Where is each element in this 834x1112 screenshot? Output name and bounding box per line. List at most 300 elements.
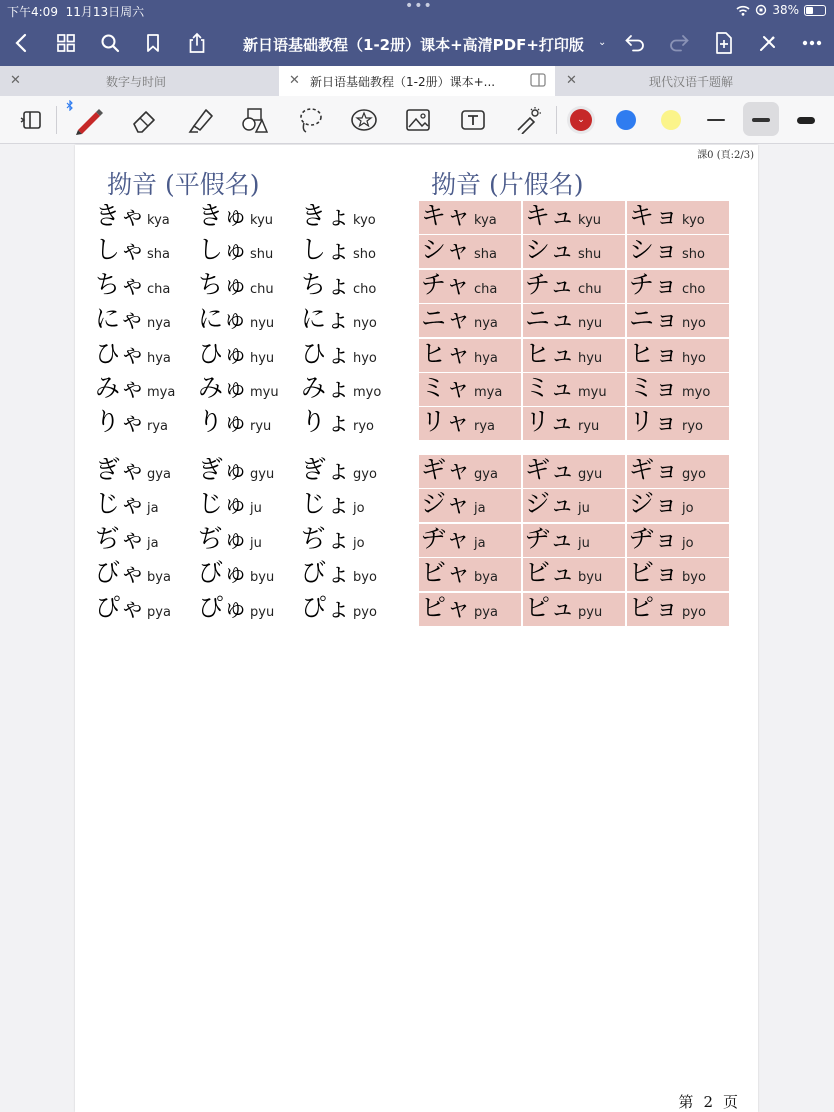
- pen-off-icon: [758, 33, 778, 53]
- heading-hiragana: 拗音 (平假名): [107, 170, 260, 199]
- multitask-dots[interactable]: •••: [405, 0, 433, 14]
- kana-character: しゅ: [198, 235, 249, 265]
- kana-cell: [523, 524, 625, 557]
- kana-character: ニャ: [421, 304, 472, 334]
- romaji-label: ju: [578, 501, 590, 517]
- highlighter-tool[interactable]: [184, 104, 216, 136]
- stroke-thin[interactable]: [700, 104, 732, 136]
- kana-character: チャ: [421, 269, 471, 299]
- undo-icon: [624, 34, 646, 52]
- kana-character: ぴゅ: [198, 592, 249, 622]
- kana-character: じゅ: [198, 489, 249, 519]
- shapes-icon: [240, 106, 268, 134]
- page-reference: 課0 (頁:2/3): [697, 150, 754, 161]
- kana-cell: [627, 339, 729, 372]
- romaji-label: nyu: [250, 316, 275, 332]
- romaji-label: cha: [147, 281, 171, 297]
- kana-character: じゃ: [95, 489, 146, 519]
- kana-character: ニョ: [629, 304, 680, 334]
- hiragana-table-basic: [93, 201, 403, 441]
- kana-cell: [627, 304, 729, 337]
- romaji-label: jo: [682, 501, 694, 517]
- kana-cell: [93, 455, 193, 487]
- undo-button[interactable]: [620, 28, 650, 58]
- kana-cell: [196, 339, 296, 371]
- romaji-label: hya: [474, 350, 498, 366]
- romaji-label: myu: [578, 385, 607, 400]
- romaji-label: nyo: [682, 316, 706, 332]
- romaji-label: hyu: [250, 350, 275, 366]
- back-button[interactable]: [6, 28, 36, 58]
- kana-cell: [299, 407, 399, 439]
- kana-cell: [196, 270, 296, 302]
- redo-icon: [668, 34, 690, 52]
- kana-cell: [93, 524, 193, 556]
- color-blue-swatch[interactable]: [610, 104, 642, 136]
- status-bar: [0, 0, 834, 20]
- kana-character: にゃ: [95, 304, 145, 334]
- kana-cell: [299, 489, 399, 521]
- kana-character: ミュ: [525, 373, 575, 402]
- kana-cell: [93, 373, 193, 405]
- kana-cell: [299, 593, 399, 625]
- kana-character: ヂャ: [421, 523, 471, 553]
- katakana-table-voiced: [419, 455, 729, 627]
- tab-label: 现代汉语千题解: [649, 75, 734, 89]
- romaji-label: ryu: [250, 419, 272, 435]
- kana-cell: [196, 235, 296, 267]
- kana-cell: [196, 373, 296, 405]
- kana-character: チョ: [629, 269, 679, 299]
- kana-cell: [299, 524, 399, 556]
- romaji-label: kyo: [353, 213, 376, 228]
- stroke-thick[interactable]: [790, 104, 822, 136]
- orientation-lock-icon: [755, 4, 767, 16]
- kana-character: シュ: [525, 235, 575, 265]
- kana-character: ジョ: [629, 489, 679, 519]
- chevron-down-icon[interactable]: ⌄: [598, 37, 607, 48]
- eraser-tool[interactable]: [128, 104, 160, 136]
- kana-cell: [299, 201, 399, 233]
- romaji-label: myu: [250, 385, 279, 400]
- kana-character: じょ: [301, 489, 352, 519]
- romaji-label: myo: [353, 385, 382, 400]
- romaji-label: nyu: [578, 316, 603, 332]
- add-page-icon: [714, 31, 734, 55]
- romaji-label: gyo: [353, 467, 377, 482]
- tab-label: 新日语基础教程（1-2册）课本+...: [310, 75, 496, 89]
- kana-character: ビュ: [525, 558, 576, 588]
- kana-cell: [196, 558, 296, 590]
- kana-character: ぴょ: [301, 592, 352, 622]
- kana-character: ヒャ: [421, 338, 472, 368]
- kana-cell: [523, 270, 625, 303]
- shape-tool[interactable]: [238, 104, 270, 136]
- kana-cell: [627, 489, 729, 522]
- kana-cell: [196, 524, 296, 556]
- kana-character: ひょ: [301, 338, 352, 368]
- laser-pointer-tool[interactable]: [512, 104, 544, 136]
- split-view-icon[interactable]: [530, 73, 546, 87]
- tab-numbers-time[interactable]: [0, 66, 278, 96]
- color-red-swatch[interactable]: [565, 104, 597, 136]
- kana-cell: [523, 373, 625, 406]
- kana-cell: [523, 201, 625, 234]
- romaji-label: sho: [353, 247, 376, 263]
- kana-character: きゃ: [95, 201, 146, 230]
- kana-character: ジュ: [525, 489, 575, 519]
- kana-character: ぎょ: [301, 455, 352, 484]
- kana-cell: [419, 407, 521, 440]
- kana-character: ひゅ: [198, 338, 249, 368]
- status-right: [736, 3, 826, 17]
- battery-percent: 38%: [772, 3, 799, 17]
- kana-character: ちゃ: [95, 269, 146, 299]
- kana-character: ちょ: [301, 269, 352, 299]
- kana-character: ショ: [629, 235, 679, 265]
- kana-character: みょ: [301, 373, 352, 402]
- romaji-label: hyo: [682, 350, 706, 366]
- document-title[interactable]: 新日语基础教程（1-2册）课本+高清PDF+打印版: [243, 36, 584, 54]
- kana-character: みゃ: [95, 373, 146, 402]
- kana-character: リャ: [421, 407, 471, 437]
- kana-cell: [627, 524, 729, 557]
- kana-character: シャ: [421, 235, 471, 265]
- romaji-label: hyu: [578, 350, 603, 366]
- wifi-icon: [736, 5, 750, 16]
- romaji-label: sho: [682, 247, 705, 263]
- kana-character: りゃ: [95, 407, 146, 437]
- romaji-label: jo: [353, 535, 365, 551]
- yellow-dot: [661, 110, 681, 130]
- kana-cell: [523, 489, 625, 522]
- toolbar-divider: [556, 106, 557, 134]
- search-button[interactable]: [95, 28, 125, 58]
- kana-character: ぴゃ: [95, 592, 146, 622]
- kana-character: ぎゃ: [95, 455, 146, 484]
- romaji-label: byu: [578, 570, 603, 586]
- battery-icon: [804, 5, 826, 16]
- kana-cell: [523, 593, 625, 626]
- eraser-icon: [130, 106, 158, 134]
- romaji-label: sha: [474, 247, 497, 263]
- sticker-tool[interactable]: [348, 104, 380, 136]
- romaji-label: gya: [147, 467, 171, 482]
- kana-character: ピャ: [421, 592, 472, 622]
- romaji-label: gyu: [250, 467, 275, 482]
- kana-cell: [627, 201, 729, 234]
- pen-tool[interactable]: [72, 104, 104, 136]
- kana-cell: [196, 593, 296, 625]
- grid-icon: [56, 33, 76, 53]
- romaji-label: hya: [147, 350, 171, 366]
- kana-cell: [523, 455, 625, 488]
- lasso-icon: [296, 106, 324, 134]
- kana-character: キョ: [629, 201, 680, 230]
- kana-cell: [419, 201, 521, 234]
- romaji-label: sha: [147, 247, 170, 263]
- kana-character: ピョ: [629, 592, 680, 622]
- kana-cell: [93, 407, 193, 439]
- romaji-label: pyu: [578, 604, 603, 620]
- romaji-label: ju: [250, 535, 262, 551]
- romaji-label: pyu: [250, 604, 275, 620]
- romaji-label: kyu: [250, 213, 273, 228]
- kana-character: ミョ: [629, 373, 679, 402]
- kana-character: びゃ: [95, 558, 146, 588]
- kana-character: りゅ: [198, 407, 249, 437]
- kana-cell: [627, 407, 729, 440]
- kana-cell: [196, 407, 296, 439]
- romaji-label: kyu: [578, 213, 601, 228]
- text-box-icon: [459, 107, 487, 133]
- share-icon: [188, 32, 206, 54]
- romaji-label: bya: [474, 570, 498, 586]
- romaji-label: rya: [474, 419, 496, 435]
- kana-cell: [196, 304, 296, 336]
- kana-cell: [299, 339, 399, 371]
- romaji-label: chu: [578, 281, 602, 297]
- romaji-label: kya: [147, 213, 170, 228]
- kana-character: ヒョ: [629, 338, 680, 368]
- kana-cell: [93, 304, 193, 336]
- kana-character: ビョ: [629, 558, 680, 588]
- romaji-label: ryo: [353, 419, 374, 435]
- kana-character: びょ: [301, 558, 352, 588]
- stroke-medium[interactable]: [745, 104, 777, 136]
- grid-view-button[interactable]: [51, 28, 81, 58]
- kana-cell: [93, 339, 193, 371]
- romaji-label: mya: [147, 385, 176, 400]
- kana-cell: [196, 201, 296, 233]
- blue-dot: [616, 110, 636, 130]
- romaji-label: pya: [474, 604, 498, 620]
- kana-character: ぢょ: [301, 523, 352, 553]
- kana-cell: [299, 270, 399, 302]
- romaji-label: pya: [147, 604, 171, 620]
- share-button[interactable]: [182, 28, 212, 58]
- kana-cell: [299, 304, 399, 336]
- close-tab-icon[interactable]: ✕: [289, 73, 300, 88]
- chevron-down-icon: ⌄: [570, 109, 592, 131]
- romaji-label: mya: [474, 385, 503, 400]
- romaji-label: ja: [474, 501, 486, 517]
- kana-cell: [523, 235, 625, 268]
- more-icon: [802, 40, 822, 46]
- chevron-left-icon: [14, 33, 28, 53]
- thick-line-icon: [797, 117, 815, 124]
- romaji-label: byo: [682, 570, 706, 586]
- laser-pointer-icon: [514, 106, 542, 134]
- kana-cell: [93, 270, 193, 302]
- kana-character: ピュ: [525, 592, 576, 622]
- bookmark-button[interactable]: [138, 28, 168, 58]
- romaji-label: ja: [147, 501, 159, 517]
- kana-cell: [523, 339, 625, 372]
- katakana-table-basic: [419, 201, 729, 441]
- kana-cell: [299, 558, 399, 590]
- kana-character: ギャ: [421, 455, 472, 484]
- kana-cell: [419, 489, 521, 522]
- kana-cell: [93, 489, 193, 521]
- romaji-label: cho: [682, 281, 706, 297]
- romaji-label: ju: [578, 535, 590, 551]
- romaji-label: kyo: [682, 213, 705, 228]
- kana-character: しょ: [301, 235, 352, 265]
- search-icon: [100, 33, 120, 53]
- kana-character: びゅ: [198, 558, 249, 588]
- medium-line-icon: [752, 118, 770, 122]
- kana-character: ニュ: [525, 304, 576, 334]
- kana-character: ヂョ: [629, 523, 679, 553]
- kana-character: にゅ: [198, 304, 248, 334]
- romaji-label: hyo: [353, 350, 377, 366]
- thin-line-icon: [707, 119, 725, 121]
- romaji-label: gya: [474, 467, 498, 482]
- tab-modern-chinese[interactable]: [556, 66, 834, 96]
- romaji-label: byu: [250, 570, 275, 586]
- kana-character: ギョ: [629, 455, 680, 484]
- romaji-label: pyo: [682, 604, 706, 620]
- romaji-label: shu: [250, 247, 274, 263]
- image-icon: [404, 107, 432, 133]
- kana-cell: [523, 558, 625, 591]
- kana-cell: [419, 558, 521, 591]
- text-tool[interactable]: [457, 104, 489, 136]
- kana-character: にょ: [301, 304, 351, 334]
- page-number: 第 2 页: [678, 1093, 738, 1111]
- kana-character: ぢゃ: [95, 523, 146, 553]
- kana-cell: [627, 455, 729, 488]
- kana-cell: [93, 235, 193, 267]
- kana-cell: [419, 373, 521, 406]
- kana-character: しゃ: [95, 235, 146, 265]
- kana-cell: [627, 270, 729, 303]
- romaji-label: gyo: [682, 467, 706, 482]
- romaji-label: cho: [353, 281, 377, 297]
- kana-cell: [523, 304, 625, 337]
- kana-character: ギュ: [525, 455, 576, 484]
- kana-character: リョ: [629, 407, 679, 437]
- kana-character: キャ: [421, 201, 472, 230]
- kana-cell: [93, 558, 193, 590]
- kana-cell: [419, 339, 521, 372]
- kana-character: ミャ: [421, 373, 471, 402]
- kana-cell: [627, 235, 729, 268]
- kana-character: きょ: [301, 201, 352, 230]
- close-tab-icon[interactable]: ✕: [566, 73, 577, 88]
- kana-character: チュ: [525, 269, 575, 299]
- heading-katakana: 拗音 (片假名): [431, 170, 584, 199]
- annotation-toolbar: [0, 96, 834, 144]
- romaji-label: ryo: [682, 419, 703, 435]
- hiragana-table-voiced: [93, 455, 403, 627]
- kana-cell: [299, 235, 399, 267]
- bluetooth-icon: [66, 100, 74, 111]
- kana-character: ひゃ: [95, 338, 146, 368]
- romaji-label: ja: [474, 535, 486, 551]
- selected-color-dot: [567, 106, 595, 134]
- kana-cell: [419, 235, 521, 268]
- kana-cell: [627, 373, 729, 406]
- document-page[interactable]: [75, 145, 758, 1112]
- image-tool[interactable]: [402, 104, 434, 136]
- kana-character: ちゅ: [198, 269, 249, 299]
- kana-character: みゅ: [198, 373, 249, 402]
- kana-character: ぎゅ: [198, 455, 249, 484]
- romaji-label: pyo: [353, 604, 377, 620]
- kana-character: リュ: [525, 407, 575, 437]
- kana-character: ヂュ: [525, 523, 575, 553]
- romaji-label: chu: [250, 281, 274, 297]
- romaji-label: cha: [474, 281, 498, 297]
- kana-cell: [523, 407, 625, 440]
- romaji-label: ryu: [578, 419, 600, 435]
- romaji-label: jo: [682, 535, 694, 551]
- toolbar-divider: [56, 106, 57, 134]
- romaji-label: gyu: [578, 467, 603, 482]
- highlighter-icon: [186, 106, 214, 134]
- kana-character: りょ: [301, 407, 352, 437]
- romaji-label: shu: [578, 247, 602, 263]
- kana-cell: [299, 455, 399, 487]
- kana-cell: [419, 593, 521, 626]
- bookmark-icon: [145, 33, 161, 53]
- romaji-label: rya: [147, 419, 169, 435]
- kana-cell: [93, 593, 193, 625]
- lasso-tool[interactable]: [294, 104, 326, 136]
- kana-cell: [299, 373, 399, 405]
- read-mode-button[interactable]: [16, 104, 48, 136]
- romaji-label: nyo: [353, 316, 377, 332]
- romaji-label: nya: [147, 316, 171, 332]
- sticker-icon: [350, 106, 378, 134]
- romaji-label: byo: [353, 570, 377, 586]
- kana-character: きゅ: [198, 201, 249, 230]
- color-yellow-swatch[interactable]: [655, 104, 687, 136]
- pen-icon: [72, 104, 104, 136]
- romaji-label: bya: [147, 570, 171, 586]
- kana-character: ジャ: [421, 489, 471, 519]
- romaji-label: ju: [250, 501, 262, 517]
- tab-active-document[interactable]: [279, 66, 555, 96]
- nav-bar: [0, 24, 834, 64]
- top-bar: [0, 0, 834, 66]
- kana-cell: [419, 455, 521, 488]
- kana-cell: [419, 524, 521, 557]
- kana-character: ヒュ: [525, 338, 576, 368]
- romaji-label: kya: [474, 213, 497, 228]
- close-tab-icon[interactable]: ✕: [10, 73, 21, 88]
- kana-cell: [93, 201, 193, 233]
- status-time: 下午4:09 11月13日周六: [7, 5, 145, 19]
- kana-character: ぢゅ: [198, 523, 249, 553]
- romaji-label: ja: [147, 535, 159, 551]
- kana-cell: [627, 593, 729, 626]
- romaji-label: jo: [353, 501, 365, 517]
- kana-cell: [196, 455, 296, 487]
- more-button[interactable]: [797, 28, 827, 58]
- add-page-button[interactable]: [709, 28, 739, 58]
- kana-cell: [196, 489, 296, 521]
- romaji-label: nya: [474, 316, 498, 332]
- read-mode-icon: [20, 109, 44, 131]
- redo-button[interactable]: [664, 28, 694, 58]
- tab-label: 数字与时间: [106, 75, 167, 89]
- toolbar-toggle-button[interactable]: [753, 28, 783, 58]
- kana-character: キュ: [525, 201, 576, 230]
- kana-cell: [627, 558, 729, 591]
